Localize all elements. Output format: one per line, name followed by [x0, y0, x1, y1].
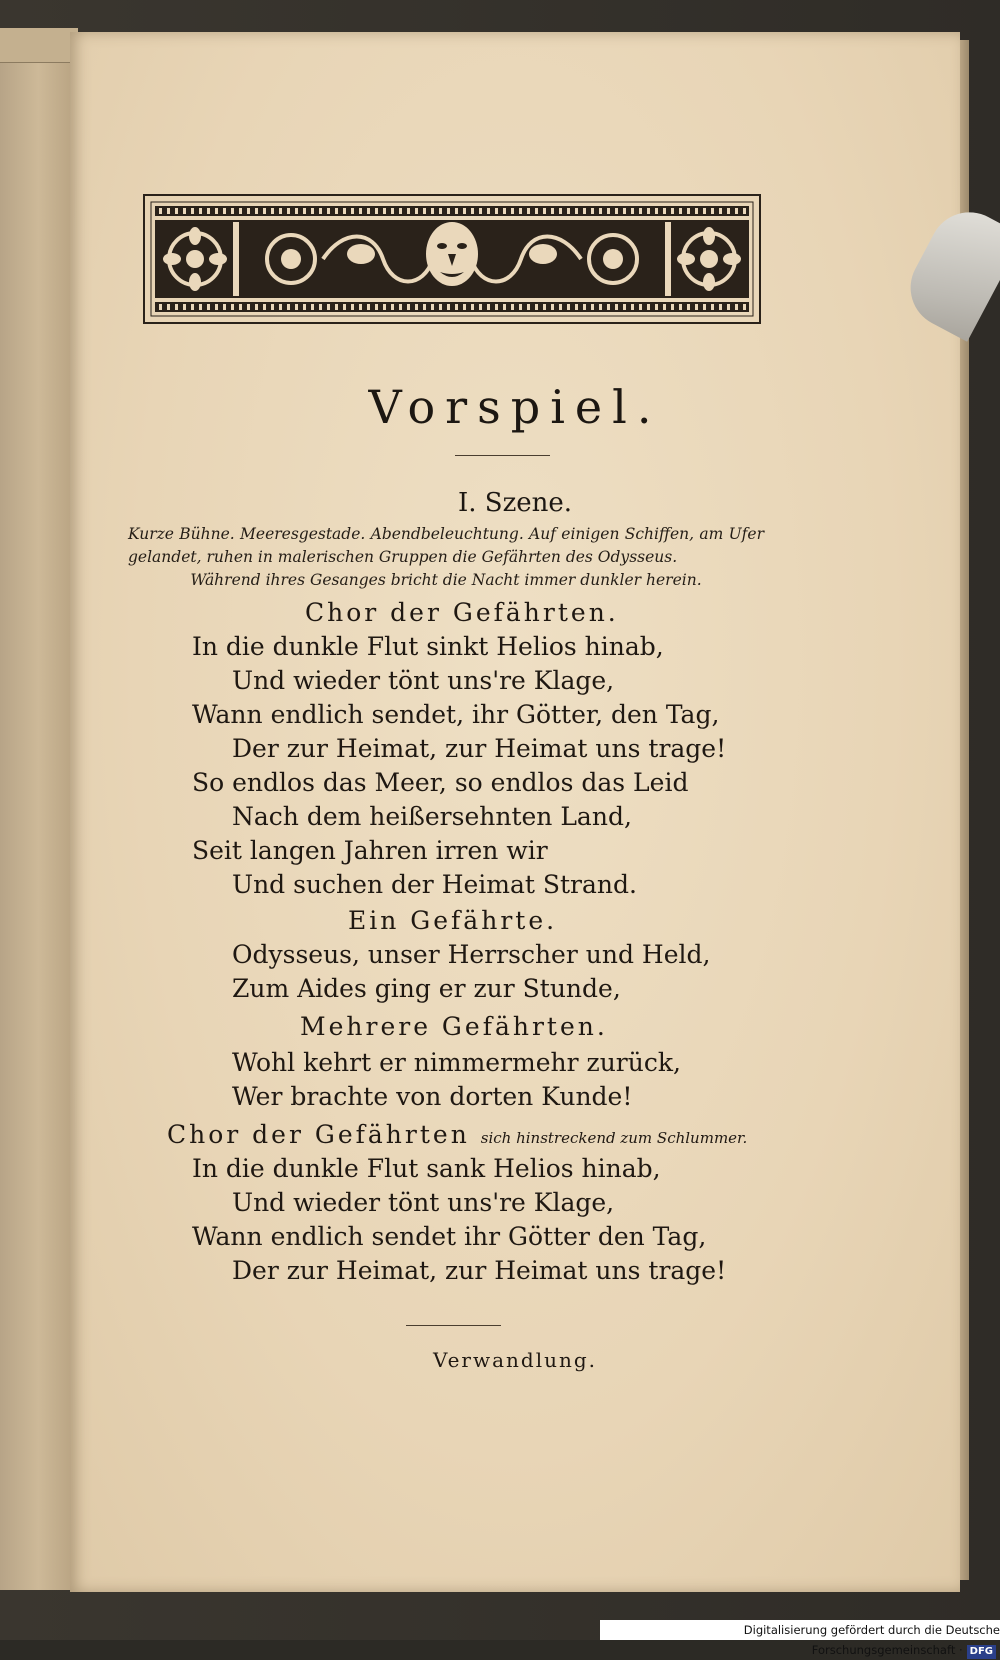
speaker-several-companions: Mehrere Gefährten. — [300, 1012, 608, 1041]
verse-line: Und suchen der Heimat Strand. — [232, 870, 637, 899]
stage-direction — [128, 523, 764, 592]
closing-divider — [406, 1325, 501, 1326]
dfg-logo: DFG — [967, 1645, 996, 1659]
verse-line: So endlos das Meer, so endlos das Leid — [192, 768, 689, 797]
verse-line: Seit langen Jahren irren wir — [192, 836, 548, 865]
stage-direction-line: Ufer gelandet, ruhen in malerischen Gruppen die Gefährten des Odysseus. — [128, 525, 764, 566]
digitization-credit — [600, 1620, 1000, 1657]
stage-direction-line: Kurze Bühne. Meeresgestade. Abendbeleuchtung. Auf einigen Schiffen, am — [128, 525, 724, 543]
verse-line: Wann endlich sendet, ihr Götter, den Tag, — [192, 700, 720, 729]
previous-page-edge — [0, 30, 72, 1590]
closing-direction: Verwandlung. — [432, 1348, 598, 1372]
verse-line: Der zur Heimat, zur Heimat uns trage! — [232, 1256, 727, 1285]
speaker-chorus: Chor der Gefährten. — [305, 598, 619, 627]
credit-text: Digitalisierung gefördert durch die Deutsche Forschungsgemeinschaft · — [743, 1623, 1000, 1657]
speaker-companion: Ein Gefährte. — [348, 906, 558, 935]
speaker-name: Chor der Gefährten — [167, 1120, 470, 1149]
title-divider — [455, 455, 550, 456]
verse-line: Wohl kehrt er nimmermehr zurück, — [232, 1048, 681, 1077]
scene-heading: I. Szene. — [457, 488, 573, 518]
verse-line: Der zur Heimat, zur Heimat uns trage! — [232, 734, 727, 763]
verse-line: Nach dem heißersehnten Land, — [232, 802, 632, 831]
speaker-direction: sich hinstreckend zum Schlummer. — [480, 1129, 748, 1147]
verse-line: Und wieder tönt uns're Klage, — [232, 666, 615, 695]
page-title: Vorspiel. — [368, 380, 662, 434]
previous-page-top — [0, 28, 78, 63]
verse-line: Wer brachte von dorten Kunde! — [232, 1082, 633, 1111]
verse-line: Und wieder tönt uns're Klage, — [232, 1188, 615, 1217]
verse-line: Wann endlich sendet ihr Götter den Tag, — [192, 1222, 707, 1251]
verse-line: Zum Aides ging er zur Stunde, — [232, 974, 621, 1003]
verse-line: In die dunkle Flut sank Helios hinab, — [192, 1154, 661, 1183]
stage-direction-line: Während ihres Gesanges bricht die Nacht immer dunkler herein. — [190, 571, 702, 589]
speaker-chorus-reprise — [167, 1120, 747, 1149]
verse-line: In die dunkle Flut sinkt Helios hinab, — [192, 632, 664, 661]
verse-line: Odysseus, unser Herrscher und Held, — [232, 940, 711, 969]
ornamental-headpiece — [143, 194, 761, 324]
